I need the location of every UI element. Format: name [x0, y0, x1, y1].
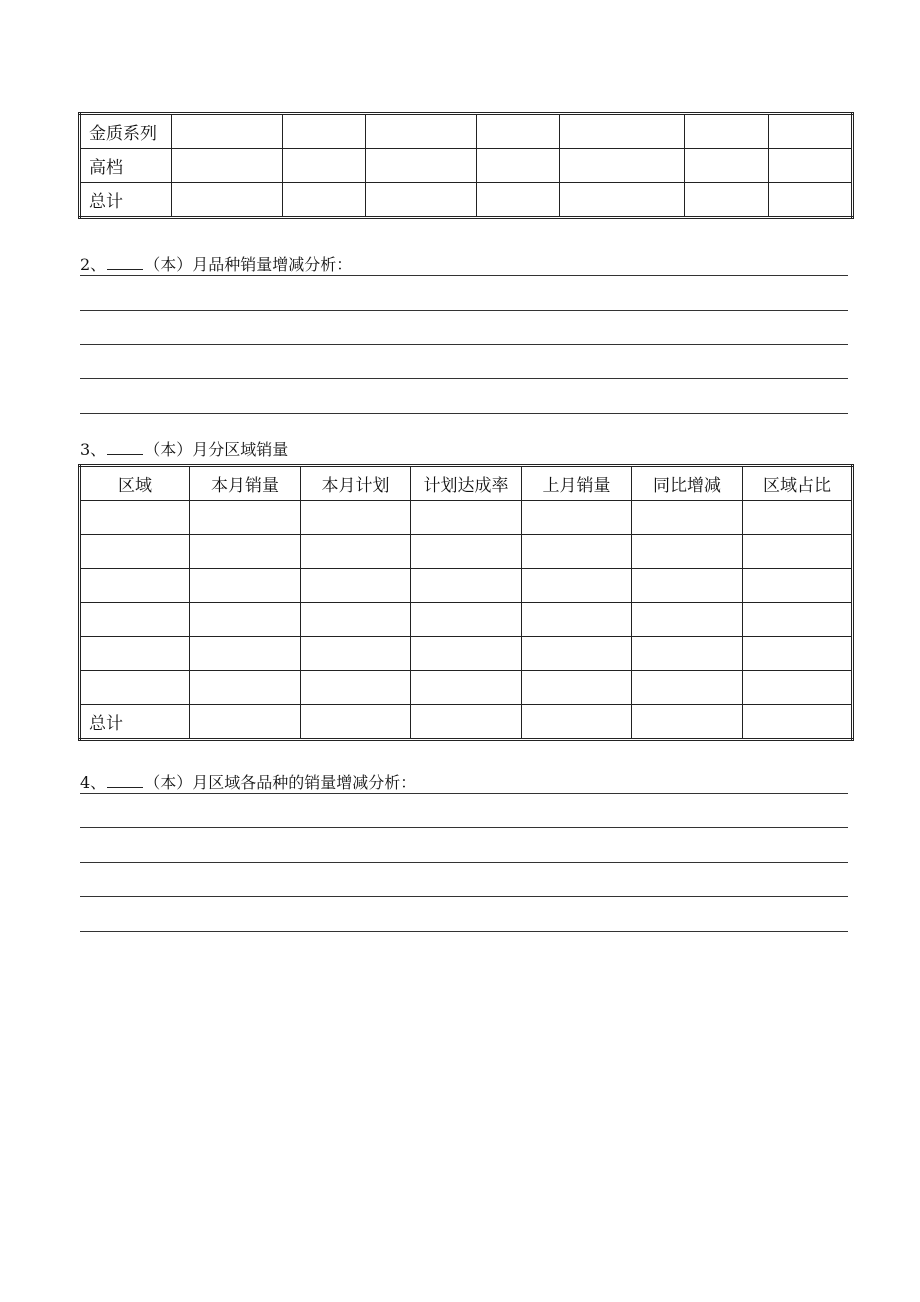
- writing-line[interactable]: [80, 931, 848, 932]
- table-row: [80, 114, 853, 149]
- table-row: [80, 637, 853, 671]
- writing-line[interactable]: [80, 793, 848, 794]
- writing-line[interactable]: [80, 378, 848, 379]
- section-4-heading: 4、 （本）月区域各品种的销量增减分析：: [80, 773, 417, 792]
- section-3-heading: 3、 （本）月分区域销量: [80, 440, 289, 459]
- col-header-last-month-sales: 上月销量: [522, 466, 632, 501]
- table-row: [80, 671, 853, 705]
- col-header-region: 区域: [80, 466, 190, 501]
- fill-in-blank[interactable]: [107, 255, 143, 270]
- col-header-yoy-change: 同比增减: [632, 466, 743, 501]
- writing-line[interactable]: [80, 896, 848, 897]
- row-label-total: 总计: [80, 183, 172, 218]
- table-row: [80, 569, 853, 603]
- table-row: [80, 603, 853, 637]
- fill-in-blank[interactable]: [107, 773, 143, 788]
- col-header-month-sales: 本月销量: [190, 466, 301, 501]
- row-label-total: 总计: [80, 705, 190, 740]
- col-header-region-share: 区域占比: [743, 466, 853, 501]
- writing-line[interactable]: [80, 310, 848, 311]
- regional-sales-table: [78, 464, 854, 741]
- writing-line[interactable]: [80, 862, 848, 863]
- fill-in-blank[interactable]: [107, 440, 143, 455]
- table-row: [80, 705, 853, 740]
- col-header-month-plan: 本月计划: [301, 466, 411, 501]
- writing-line[interactable]: [80, 827, 848, 828]
- row-label-high-end: 高档: [80, 149, 172, 183]
- table-row: [80, 183, 853, 218]
- writing-line[interactable]: [80, 344, 848, 345]
- table-row: [80, 535, 853, 569]
- table-header-row: [80, 466, 853, 501]
- table-row: [80, 501, 853, 535]
- writing-line[interactable]: [80, 413, 848, 414]
- table-row: [80, 149, 853, 183]
- section-2-heading: 2、 （本）月品种销量增减分析：: [80, 255, 353, 274]
- writing-line[interactable]: [80, 275, 848, 276]
- product-sales-table: [78, 112, 854, 219]
- col-header-plan-rate: 计划达成率: [411, 466, 522, 501]
- row-label-gold-series: 金质系列: [80, 114, 172, 149]
